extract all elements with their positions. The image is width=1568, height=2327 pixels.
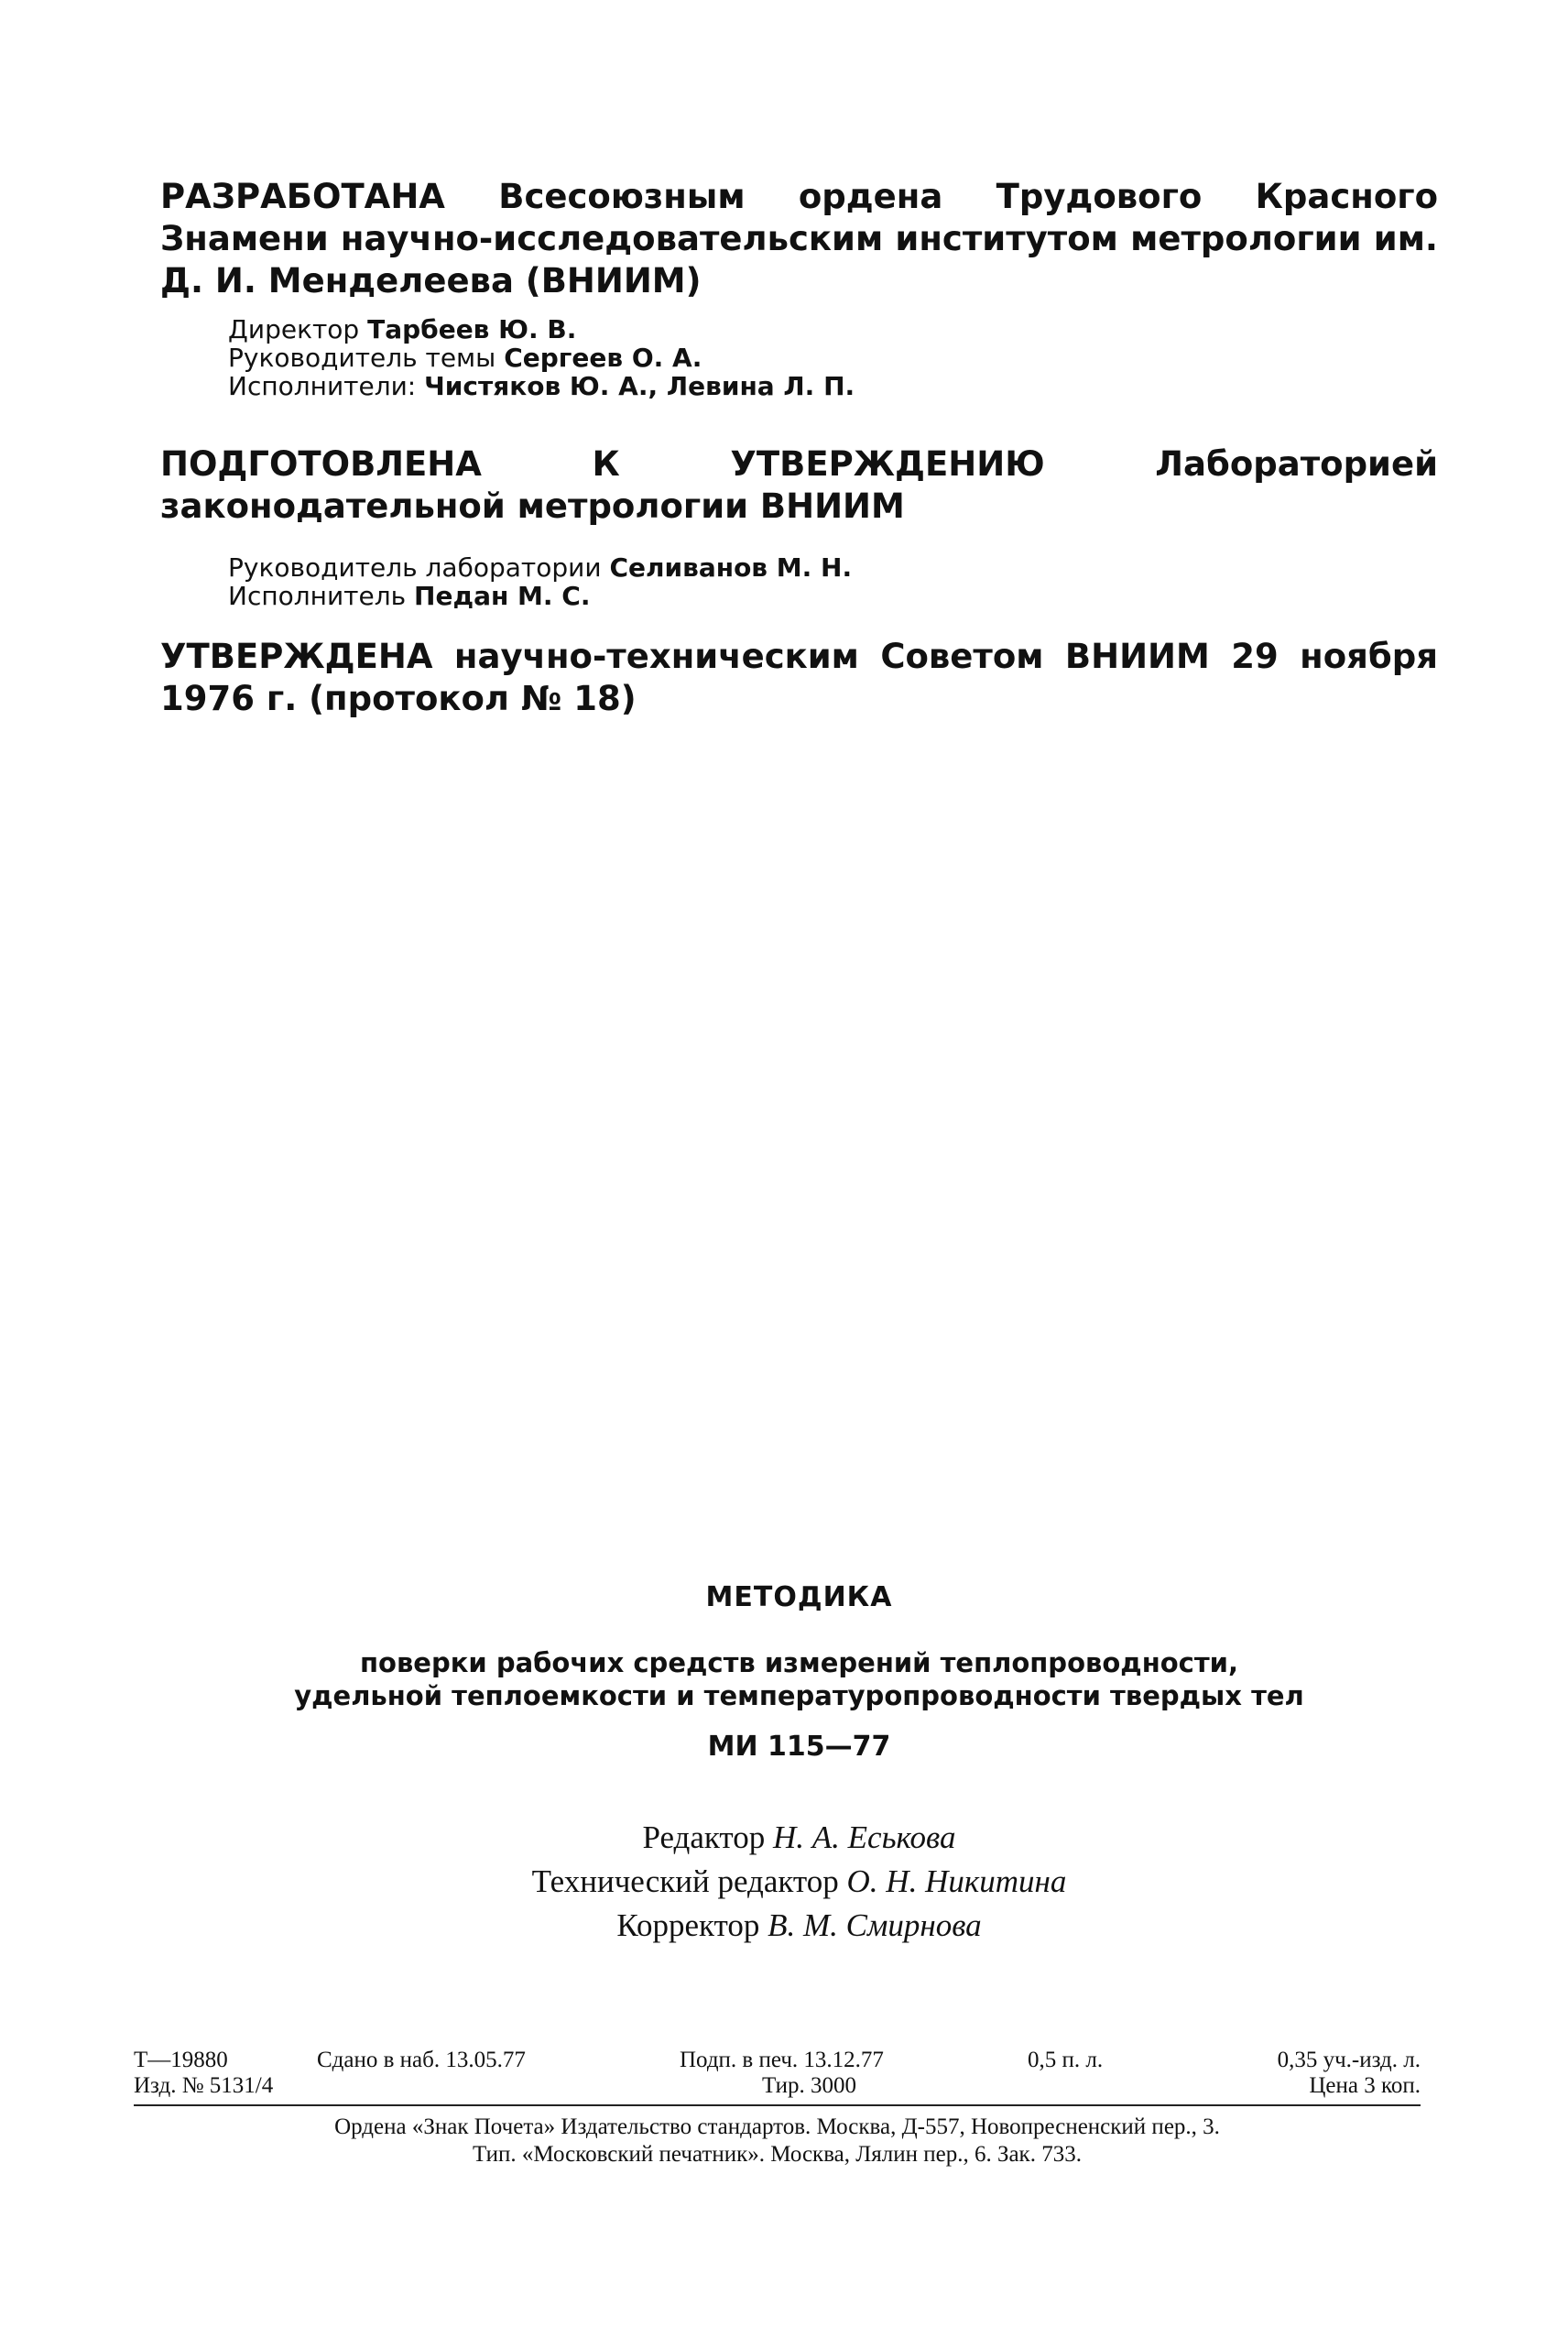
person-name: Сергеев О. А. (504, 343, 702, 373)
editor-row (160, 1860, 1438, 1904)
person-name: Тарбеев Ю. В. (367, 314, 577, 344)
editor-role: Технический редактор (531, 1863, 839, 1899)
imprint-order: Т—19880 (134, 2048, 228, 2072)
approved-text: научно-техническим Советом ВНИИМ 29 ноября 1976 г. (протокол № 18) (160, 637, 1438, 718)
publisher-line: Ордена «Знак Почета» Издательство стандартов. Москва, Д-557, Новопресненский пер., 3. (334, 2114, 1220, 2139)
developed-paragraph (160, 176, 1438, 302)
prepared-persons (228, 553, 1438, 610)
editor-name: Н. А. Еськова (773, 1819, 956, 1855)
approved-section (160, 636, 1438, 720)
approved-keyword: УТВЕРЖДЕНА (160, 637, 433, 676)
prepared-text: Лабораторией законодательной метрологии ВНИИМ (160, 444, 1438, 526)
imprint-row (134, 2073, 1421, 2099)
developed-text: Всесоюзным ордена Трудового Красного Знамени научно-исследовательским институтом метрологии им. Д. И. Менделеева (ВНИИМ) (160, 177, 1438, 300)
person-role: Исполнители: (228, 371, 417, 401)
imprint-print-run: Тир. 3000 (762, 2073, 857, 2098)
person-row (228, 553, 1438, 582)
person-role: Руководитель лаборатории (228, 552, 602, 583)
editor-role: Редактор (642, 1819, 766, 1855)
person-row (228, 315, 1438, 344)
document-code: МИ 115—77 (707, 1731, 891, 1763)
imprint-divider (134, 2104, 1421, 2106)
person-role: Директор (228, 314, 360, 344)
imprint-price: Цена 3 коп. (1309, 2073, 1421, 2098)
imprint-edition: Изд. № 5131/4 (134, 2073, 274, 2098)
developed-section (160, 176, 1438, 400)
imprint-publ-sheets: 0,35 уч.-изд. л. (1277, 2048, 1421, 2072)
editor-row (160, 1904, 1438, 1948)
editors-block (160, 1816, 1438, 1948)
document-title: МЕТОДИКА (705, 1581, 893, 1613)
editor-name: О. Н. Никитина (846, 1863, 1067, 1899)
publisher-line: Тип. «Московский печатник». Москва, Лялин пер., 6. Зак. 733. (473, 2142, 1082, 2167)
subtitle-line: удельной теплоемкости и температуропроводности твердых тел (294, 1680, 1304, 1711)
person-name: Селиванов М. Н. (609, 552, 853, 583)
person-role: Исполнитель (228, 581, 407, 611)
person-role: Руководитель темы (228, 343, 496, 373)
developed-keyword: РАЗРАБОТАНА (160, 177, 445, 216)
imprint-row (134, 2048, 1421, 2073)
prepared-paragraph (160, 443, 1438, 528)
person-row (228, 372, 1438, 400)
imprint-submitted: Сдано в наб. 13.05.77 (317, 2048, 526, 2072)
prepared-section (160, 443, 1438, 610)
approved-paragraph (160, 636, 1438, 720)
person-row (228, 344, 1438, 372)
prepared-keyword: ПОДГОТОВЛЕНА К УТВЕРЖДЕНИЮ (160, 444, 1045, 484)
editor-role: Корректор (616, 1907, 760, 1943)
editor-name: В. М. Смирнова (768, 1907, 982, 1943)
imprint-signed: Подп. в печ. 13.12.77 (680, 2048, 884, 2072)
imprint-block (134, 2048, 1421, 2099)
publisher-block (134, 2114, 1421, 2169)
subtitle-line: поверки рабочих средств измерений теплопроводности, (360, 1647, 1238, 1678)
person-name: Педан М. С. (414, 581, 591, 611)
person-name: Чистяков Ю. А., Левина Л. П. (424, 371, 855, 401)
document-subtitle (160, 1646, 1438, 1712)
editor-row (160, 1816, 1438, 1860)
person-row (228, 582, 1438, 610)
imprint-sheets: 0,5 п. л. (1028, 2048, 1104, 2072)
developed-persons (228, 315, 1438, 400)
